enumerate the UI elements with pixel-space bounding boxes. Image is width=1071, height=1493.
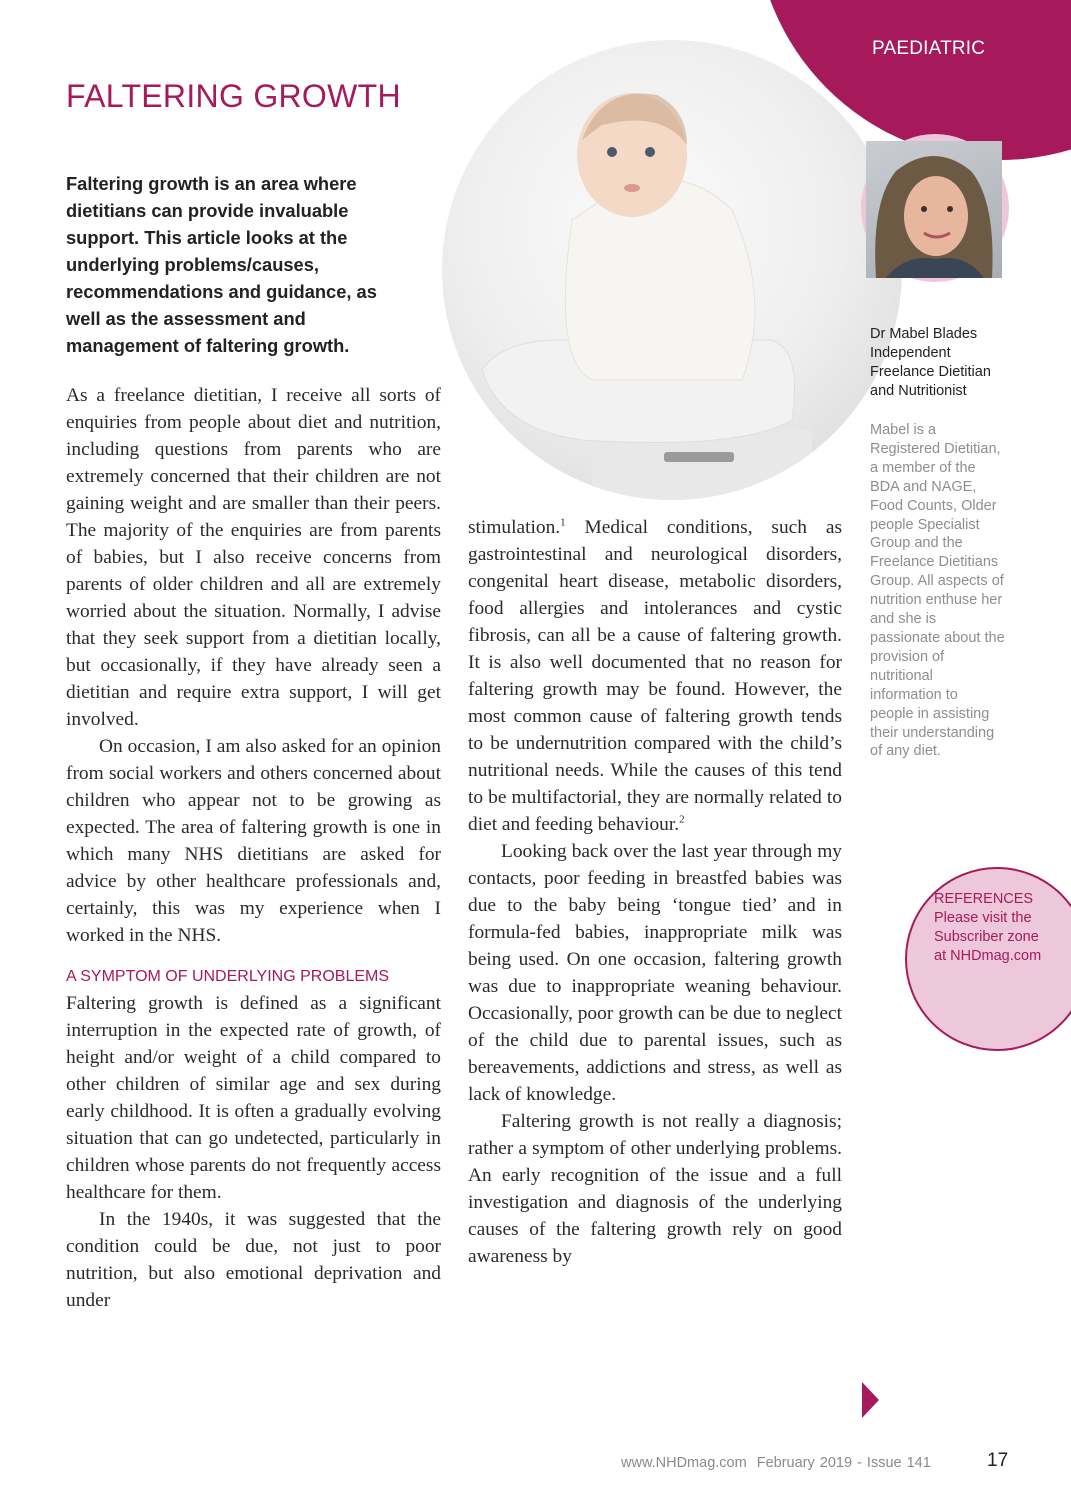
paragraph: Faltering growth is defined as a significant interruption in the expected rate of growth, of height and/or weight of a child compared to other children of similar age and sex during early childhood. It is often a gradually evolving situation that can go undetected, particularly in children whose parents do not frequently access healthcare for them. xyxy=(66,993,441,1203)
paragraph: As a freelance dietitian, I receive all sorts of enquiries from people about diet and nutrition, including questions from parents who are extremely concerned that their children are not gaining weight and are smaller than their peers. The majority of the enquiries are from parents of babies, but I also receive concerns from parents of older children and all are extremely worried about the situation. Normally, I advise that they seek support from a dietitian locally, but occasionally, if they have already seen a dietitian and require extra support, I will get involved. xyxy=(66,385,441,730)
paragraph: On occasion, I am also asked for an opinion from social workers and others concerned about children who appear not to be growing as expected. The area of faltering growth is one in which many NHS dietitians are asked for advice by other healthcare professionals and, certainly, this was my experience when I worked in the NHS. xyxy=(66,736,441,946)
author-photo xyxy=(866,141,1002,278)
continue-arrow-icon xyxy=(862,1382,879,1418)
paragraph: Looking back over the last year through my contacts, poor feeding in breastfed babies was due to the baby being ‘tongue tied’ and in formula-fed babies, inappropriate milk was being used. On one occasion, faltering growth was due to inappropriate weaning behaviour. Occasionally, poor growth can be due to neglect of the child due to parental issues, such as bereavements, addictions and stress, as well as lack of knowledge. xyxy=(468,841,842,1105)
author-bio: Mabel is a Registered Dietitian, a member of the BDA and NAGE, Food Counts, Older people Specialist Group and the Freelance Dietitians Group. All aspects of nutrition enthuse her and she is passionate about the provision of nutritional information to people in assisting their understanding of any diet. xyxy=(870,422,1005,760)
references-title: REFERENCES xyxy=(934,891,1034,907)
footer-text: www.NHDmag.com February 2019 - Issue 141 xyxy=(621,1455,931,1471)
text: stimulation. xyxy=(468,517,561,538)
references-text: Please visit the Subscriber zone at NHDmag.com xyxy=(934,910,1042,964)
author-credit xyxy=(870,325,1050,401)
text: Medical conditions, such as gastrointestinal and neurological disorders, congenital heart disease, metabolic disorders, food allergies and intolerances and cystic fibrosis, can all be a cause of faltering growth. It is also well documented that no reason for faltering growth may be found. However, the most common cause of faltering growth tends to be undernutrition compared with the child’s nutritional needs. While the causes of this tend to be multifactorial, they are normally related to diet and feeding behaviour. xyxy=(468,517,842,835)
middle-column xyxy=(468,514,842,1270)
author-role: Freelance Dietitian xyxy=(870,364,991,380)
author-role: Independent xyxy=(870,345,951,361)
paragraph: Faltering growth is not really a diagnosis; rather a symptom of other underlying problems. An early recognition of the issue and a full investigation and diagnosis of the underlying causes of the faltering growth rely on good awareness by xyxy=(468,1111,842,1267)
author-name: Dr Mabel Blades xyxy=(870,326,978,342)
left-column xyxy=(66,382,441,1314)
references-note xyxy=(934,890,1044,966)
reference-marker: 2 xyxy=(679,813,685,826)
reference-marker: 1 xyxy=(560,516,566,529)
author-role: and Nutritionist xyxy=(870,383,967,399)
page-number: 17 xyxy=(987,1450,1009,1471)
paragraph: In the 1940s, it was suggested that the condition could be due, not just to poor nutrition, but also emotional deprivation and under xyxy=(66,1209,441,1311)
lead-paragraph: Faltering growth is an area where dietitians can provide invaluable support. This article looks at the underlying problems/causes, recommendations and guidance, as well as the assessment and management of faltering growth. xyxy=(66,173,377,356)
article-title: FALTERING GROWTH xyxy=(66,78,401,114)
subheading: A SYMPTOM OF UNDERLYING PROBLEMS xyxy=(66,968,390,985)
paragraph xyxy=(468,514,842,838)
section-label: PAEDIATRIC xyxy=(872,38,986,59)
